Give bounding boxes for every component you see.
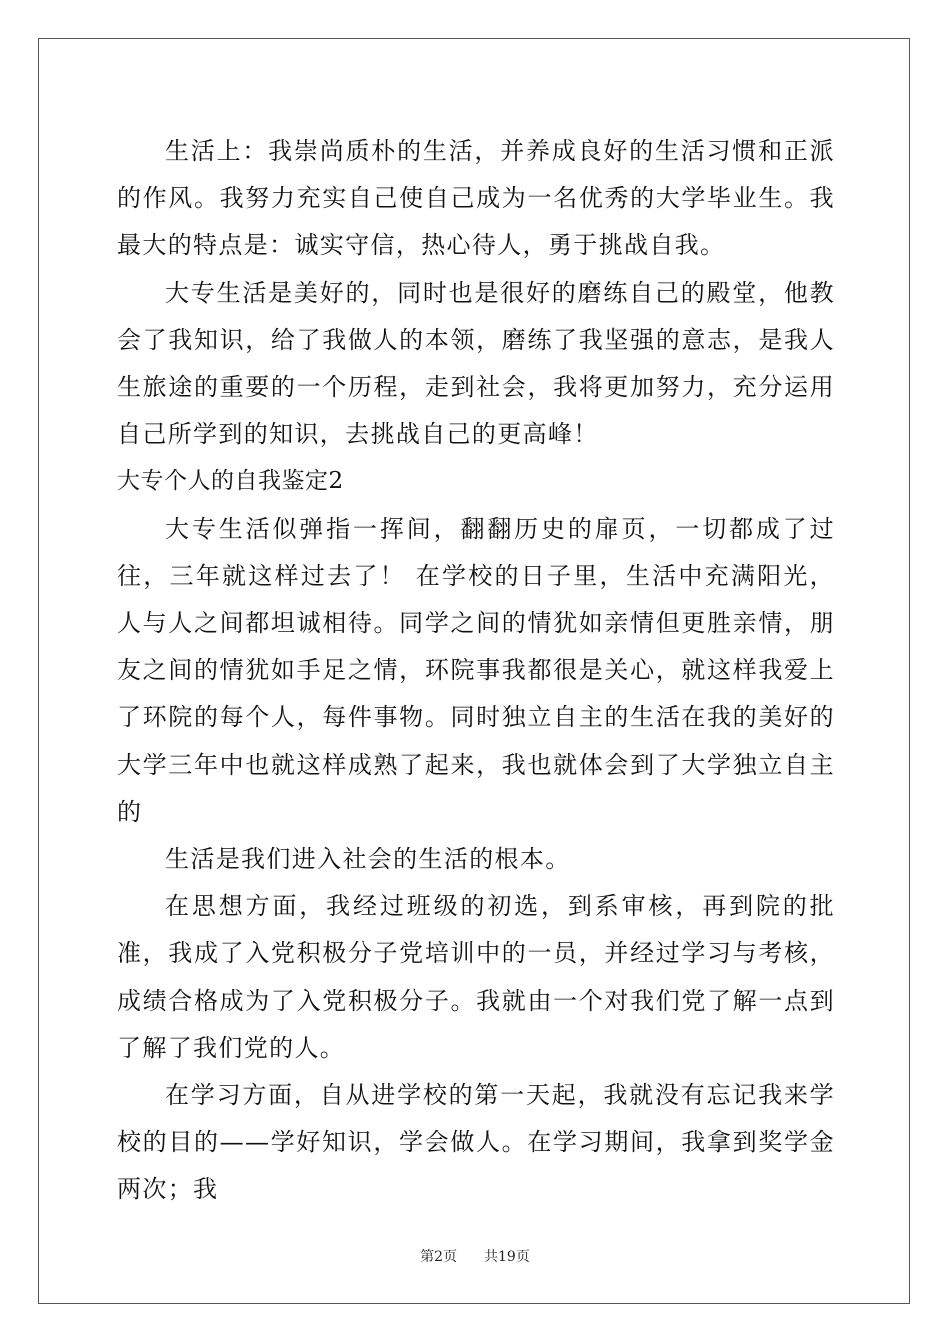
paragraph-study: 在学习方面，自从进学校的第一天起，我就没有忘记我来学校的目的——学好知识，学会做人。在学习期间，我拿到奖学金两次；我: [117, 1081, 835, 1204]
page-footer: [0, 1246, 950, 1266]
current-page-number: 第2页: [420, 1249, 458, 1265]
paragraph-ideology: 在思想方面，我经过班级的初选，到系审核，再到院的批准，我成了入党积极分子党培训中的一员，并经过学习与考核，成绩合格成为了入党积极分子。我就由一个对我们党了解一点到了解了我们党的人。: [117, 892, 835, 1062]
paragraph-foundation: 生活是我们进入社会的生活的根本。: [165, 845, 571, 874]
paragraph-three-years: 大专生活似弹指一挥间，翻翻历史的扉页，一切都成了过往，三年就这样过去了！ 在学校的日子里，生活中充满阳光，人与人之间都坦诚相待。同学之间的情犹如亲情但更胜亲情，朋友之间的情犹如手足之情，环院事我都很是关心，就这样我爱上了环院的每个人，每件事物。同时独立自主的生活在我的美好的大学三年中也就这样成熟了起来，我也就体会到了大学独立自主的: [117, 514, 835, 826]
document-body: [117, 128, 835, 1214]
section-title: 大专个人的自我鉴定2: [117, 468, 344, 495]
paragraph-life: 生活上：我崇尚质朴的生活，并养成良好的生活习惯和正派的作风。我努力充实自己使自己成为一名优秀的大学毕业生。我最大的特点是：诚实守信，热心待人，勇于挑战自我。: [117, 137, 835, 260]
total-page-count: 共19页: [484, 1249, 530, 1265]
paragraph-college-life: 大专生活是美好的，同时也是很好的磨练自己的殿堂，他教会了我知识，给了我做人的本领，磨练了我坚强的意志，是我人生旅途的重要的一个历程，走到社会，我将更加努力，充分运用自己所学到的知识，去挑战自己的更高峰！: [117, 278, 835, 449]
